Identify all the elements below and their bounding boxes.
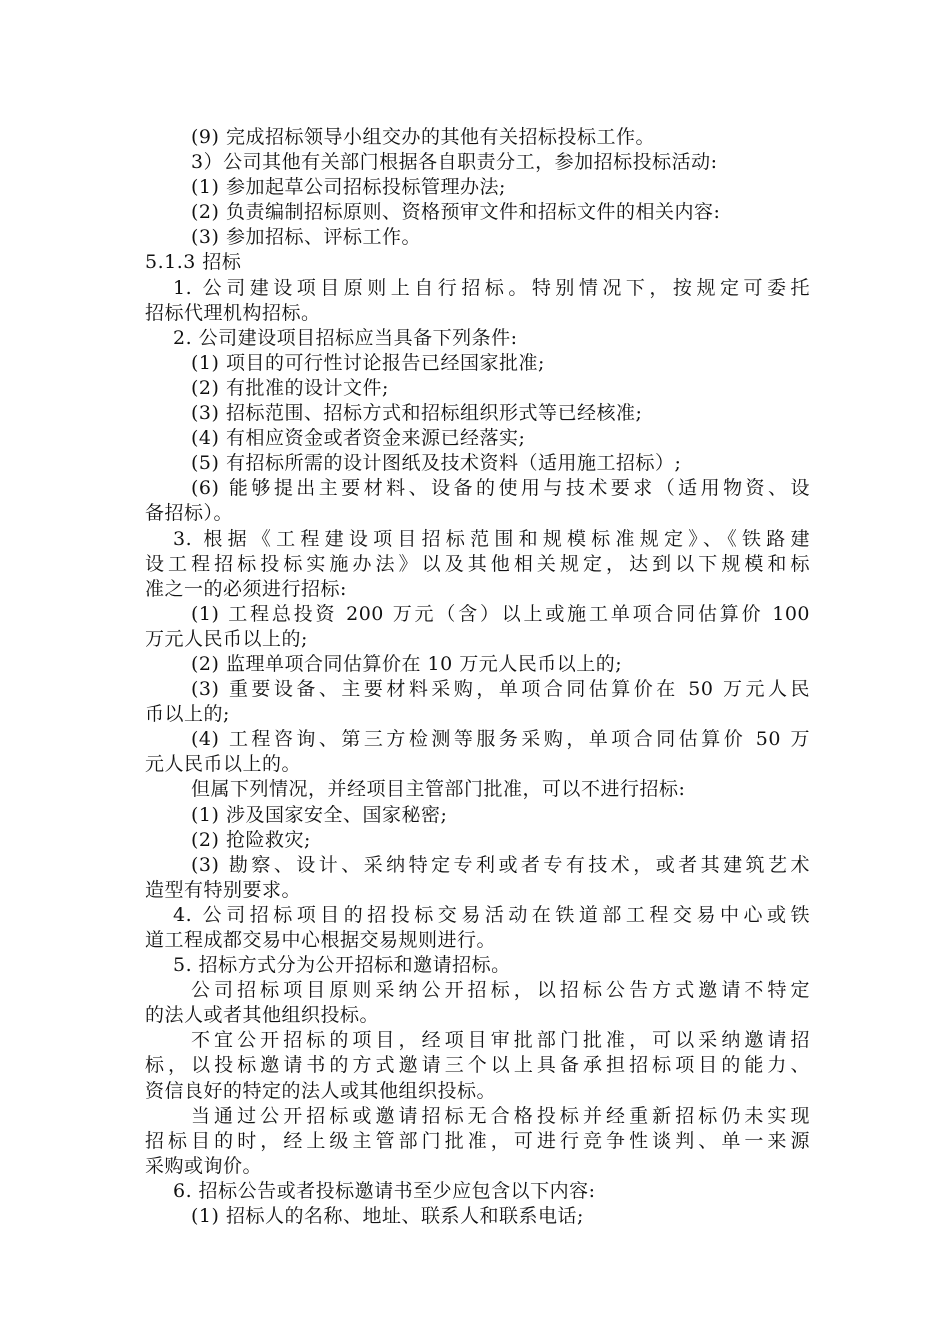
text-line: (3) 招标范围、招标方式和招标组织形式等已经核准; (191, 402, 643, 425)
text-line: 设工程招标投标实施办法》以及其他相关规定，达到以下规模和标 (145, 552, 810, 575)
text-line: 资信良好的特定的法人或其他组织投标。 (145, 1079, 497, 1102)
text-line: 但属下列情况，并经项目主管部门批准，可以不进行招标: (191, 778, 686, 801)
document-body (145, 125, 810, 1229)
text-line: 标，以投标邀请书的方式邀请三个以上具备承担招标项目的能力、 (145, 1054, 810, 1077)
text-line: (2) 有批准的设计文件; (191, 376, 389, 399)
text-line: (3) 重要设备、主要材料采购，单项合同估算价在 50 万元人民 (191, 678, 810, 701)
text-line: (2) 负责编制招标原则、资格预审文件和招标文件的相关内容: (191, 201, 721, 224)
text-line: (1) 招标人的名称、地址、联系人和联系电话; (191, 1205, 584, 1228)
text-line: (4) 有相应资金或者资金来源已经落实; (191, 427, 526, 450)
section-heading: 5.1.3 招标 (145, 251, 242, 274)
text-line: (2) 监理单项合同估算价在 10 万元人民币以上的; (191, 652, 623, 675)
text-line: 的法人或者其他组织投标。 (145, 1004, 380, 1027)
text-line: 采购或询价。 (145, 1154, 263, 1177)
text-line: (1) 项目的可行性讨论报告已经国家批准; (191, 351, 545, 374)
text-line: 招标目的时，经上级主管部门批准，可进行竞争性谈判、单一来源 (145, 1129, 810, 1152)
text-line: 公司招标项目原则采纳公开招标，以招标公告方式邀请不特定 (191, 979, 810, 1002)
text-line: 道工程成都交易中心根据交易规则进行。 (145, 929, 497, 951)
text-line: (3) 勘察、设计、采纳特定专利或者专有技术，或者其建筑艺术 (191, 853, 810, 876)
text-line: 万元人民币以上的; (145, 627, 308, 650)
text-line: 准之一的必须进行招标: (145, 577, 347, 600)
text-line: (9) 完成招标领导小组交办的其他有关招标投标工作。 (191, 126, 655, 148)
text-line: 造型有特别要求。 (145, 878, 302, 901)
text-line: (1) 工程总投资 200 万元（含）以上或施工单项合同估算价 100 (191, 602, 810, 625)
text-line: 币以上的; (145, 703, 230, 726)
text-line: (3) 参加招标、评标工作。 (191, 226, 421, 249)
text-line: 备招标）。 (145, 502, 234, 525)
text-line: 3. 根据《工程建设项目招标范围和规模标准规定》、《铁路建 (173, 527, 810, 550)
text-line: 元人民币以上的。 (145, 753, 302, 776)
text-line: 不宜公开招标的项目，经项目审批部门批准，可以采纳邀请招 (191, 1029, 810, 1052)
text-line: 当通过公开招标或邀请招标无合格投标并经重新招标仍未实现 (191, 1104, 810, 1127)
text-line: (1) 涉及国家安全、国家秘密; (191, 803, 448, 826)
text-line: (5) 有招标所需的设计图纸及技术资料（适用施工招标）; (191, 452, 682, 475)
text-line: 3）公司其他有关部门根据各自职责分工，参加招标投标活动: (191, 151, 718, 174)
text-line: 招标代理机构招标。 (145, 301, 321, 324)
text-line: (2) 抢险救灾; (191, 828, 311, 851)
text-line: 4. 公司招标项目的招投标交易活动在铁道部工程交易中心或铁 (173, 903, 810, 926)
text-line: 2. 公司建设项目招标应当具备下列条件: (173, 326, 518, 349)
text-line: 5. 招标方式分为公开招标和邀请招标。 (173, 954, 511, 977)
text-line: (6) 能够提出主要材料、设备的使用与技术要求（适用物资、设 (191, 477, 810, 500)
text-line: (4) 工程咨询、第三方检测等服务采购，单项合同估算价 50 万 (191, 728, 810, 751)
text-line: 6. 招标公告或者投标邀请书至少应包含以下内容: (173, 1179, 596, 1202)
text-line: 1. 公司建设项目原则上自行招标。特别情况下，按规定可委托 (173, 276, 810, 299)
text-line: (1) 参加起草公司招标投标管理办法; (191, 176, 506, 199)
